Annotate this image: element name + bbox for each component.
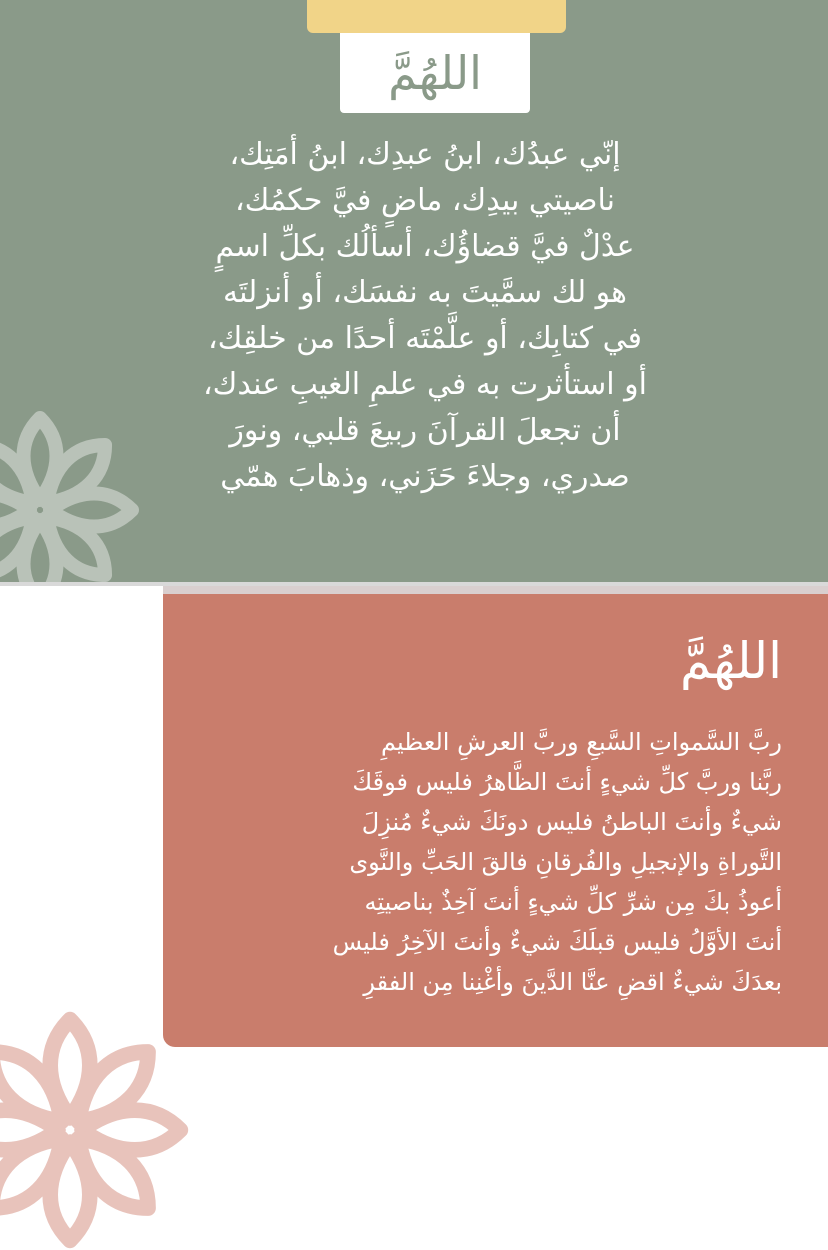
dua-line: بعدَكَ شيءٌ اقضِ عنَّا الدَّينَ وأغْنِنا مِن الفقرِ (363, 968, 782, 996)
dua-line: أنتَ الأوَّلُ فليس قبلَكَ شيءٌ وأنتَ الآخِرُ فليس (332, 928, 782, 956)
dua-line: ربَّنا وربَّ كلِّ شيءٍ أنتَ الظَّاهرُ فليس فوقَكَ (352, 768, 782, 796)
top-dua-text (140, 132, 710, 500)
dua-line: ناصيتي بيدِك، ماضٍ فيَّ حكمُك، (234, 183, 616, 218)
bottom-card-title: اللهُمَّ (679, 632, 782, 690)
title-label-box (340, 33, 530, 113)
dua-line: هو لك سمَّيتَ به نفسَك، أو أنزلتَه (223, 275, 627, 310)
top-dua-card (0, 0, 828, 582)
dua-line: أعوذُ بكَ مِن شرِّ كلِّ شيءٍ أنتَ آخِذٌ بناصيتِه (364, 888, 782, 916)
dua-line: في كتابِك، أو علَّمْتَه أحدًا من خلقِك، (208, 321, 642, 356)
dua-line: ربَّ السَّمواتِ السَّبعِ وربَّ العرشِ العظيمِ (381, 728, 782, 756)
dua-line: أن تجعلَ القرآنَ ربيعَ قلبي، ونورَ (229, 413, 621, 448)
dua-line: إنّي عبدُك، ابنُ عبدِك، ابنُ أمَتِك، (229, 137, 621, 172)
dua-line: عدْلٌ فيَّ قضاؤُك، أسألُك بكلِّ اسمٍ (215, 229, 635, 264)
dua-line: شيءٌ وأنتَ الباطنُ فليس دونَكَ شيءٌ مُنزِلَ (361, 808, 782, 836)
bottom-dua-card (163, 586, 828, 1047)
bottom-dua-text (192, 722, 782, 1002)
lotus-flower-icon (0, 1010, 190, 1250)
top-card-title: اللهُمَّ (388, 46, 482, 100)
dua-line: صدري، وجلاءَ حَزَني، وذهابَ همّي (220, 459, 630, 494)
lotus-flower-icon (0, 410, 140, 582)
dua-line: التَّوراةِ والإنجيلِ والفُرقانِ فالقَ الحَبِّ والنَّوى (349, 848, 782, 876)
title-tab (307, 0, 566, 33)
dua-line: أو استأثرت به في علمِ الغيبِ عندك، (203, 367, 647, 402)
